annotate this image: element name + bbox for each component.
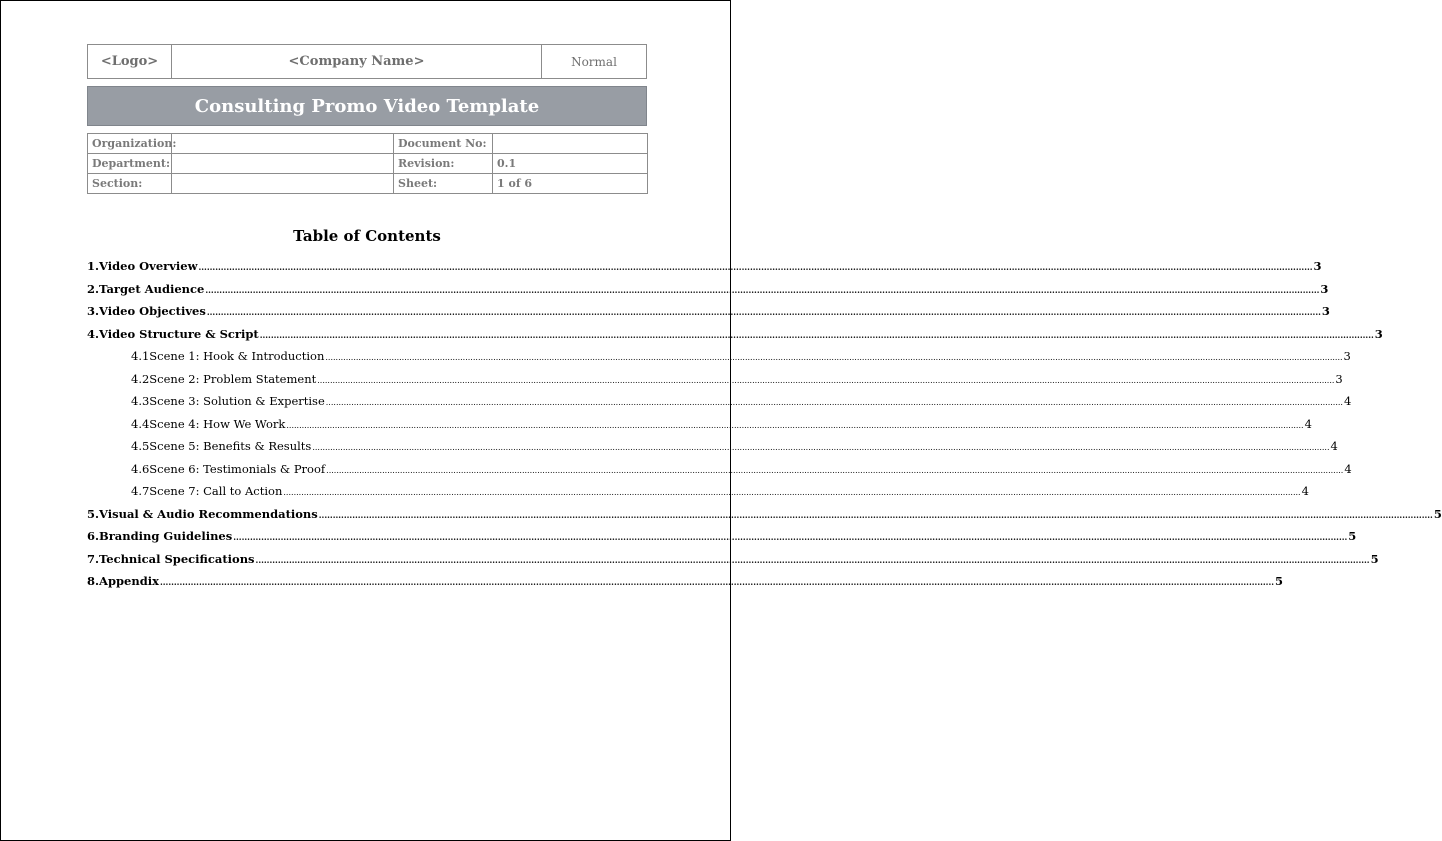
sheet-label: Sheet: [394,174,493,194]
toc-entry-label[interactable]: Video Structure & Script [99,326,259,341]
toc-entry[interactable] [87,574,1284,597]
document-no-label: Document No: [394,134,493,154]
toc-dot-leader: ................................................................................................................................................................................................................................................................................................................................................................................................................ [259,329,1374,340]
toc-entry[interactable] [87,304,1330,327]
toc-dot-leader: ................................................................................................................................................................................................................................................................................................................................................................................................................ [283,488,1301,497]
organization-value [172,134,394,154]
toc-entry-page: 3 [1320,281,1329,296]
toc-entry-number: 4.4 [131,416,150,431]
toc-entry-label[interactable]: Scene 5: Benefits & Results [149,439,312,453]
toc-entry-page: 4 [1304,416,1312,431]
toc-dot-leader: ................................................................................................................................................................................................................................................................................................................................................................................................................ [312,443,1330,452]
toc-entry-label[interactable]: Video Overview [99,259,198,273]
toc-entry[interactable] [87,439,1338,462]
toc-entry-number: 7. [87,551,100,566]
toc-dot-leader: ................................................................................................................................................................................................................................................................................................................................................................................................................ [325,353,1343,362]
toc-entry-page: 3 [1335,371,1343,386]
document-title: Consulting Promo Video Template [87,86,647,126]
toc-entry[interactable] [87,281,1329,305]
toc-entry-number: 2. [87,281,100,296]
toc-entry-page: 5 [1370,551,1379,566]
toc-entry[interactable] [87,461,1352,485]
toc-entry-page: 4 [1330,439,1338,453]
toc-entry-number: 4.3 [131,394,150,408]
toc-entry-page: 4 [1344,461,1352,476]
toc-entry-label[interactable]: Scene 3: Solution & Expertise [149,394,325,408]
toc-entry[interactable] [87,484,1309,507]
toc-entry-page: 4 [1301,484,1309,498]
toc-entry[interactable] [87,371,1343,395]
toc-entry-page: 5 [1433,506,1442,521]
toc-dot-leader: ................................................................................................................................................................................................................................................................................................................................................................................................................ [318,509,1433,520]
toc-dot-leader: ................................................................................................................................................................................................................................................................................................................................................................................................................ [326,465,1344,475]
toc-entry-number: 4.1 [131,349,150,363]
info-row-section [88,174,648,194]
toc-entry-page: 3 [1321,304,1330,318]
toc-entry-number: 4. [87,326,100,341]
toc-entry-label[interactable]: Target Audience [99,281,205,296]
toc-entry-number: 3. [87,304,100,318]
toc-entry-label[interactable]: Scene 2: Problem Statement [149,371,317,386]
toc-entry[interactable] [87,259,1322,282]
toc-dot-leader: ................................................................................................................................................................................................................................................................................................................................................................................................................ [206,307,1321,317]
toc-dot-leader: ................................................................................................................................................................................................................................................................................................................................................................................................................ [159,577,1275,587]
toc-entry-number: 4.5 [131,439,150,453]
toc-entry-label[interactable]: Scene 7: Call to Action [149,484,283,498]
document-no-value [493,134,648,154]
toc-entry[interactable] [87,506,1442,530]
toc-dot-leader: ................................................................................................................................................................................................................................................................................................................................................................................................................ [255,554,1370,565]
document-status: Normal [571,54,617,69]
toc-entry[interactable] [87,326,1383,350]
document-header [87,44,647,79]
revision-label: Revision: [394,154,493,174]
toc-entry[interactable] [87,416,1312,440]
company-name: <Company Name> [172,45,542,78]
toc-entry-number: 1. [87,259,100,273]
toc-entry[interactable] [87,349,1351,372]
section-label: Section: [88,174,172,194]
logo-placeholder: <Logo> [88,45,172,78]
toc-dot-leader: ................................................................................................................................................................................................................................................................................................................................................................................................................ [317,375,1335,385]
toc-entry-page: 3 [1374,326,1383,341]
toc-entry-label[interactable]: Scene 6: Testimonials & Proof [149,461,326,476]
toc-entry-page: 4 [1343,394,1352,408]
toc-entry-page: 5 [1348,529,1357,543]
toc-entry-label[interactable]: Appendix [99,574,159,588]
toc-dot-leader: ................................................................................................................................................................................................................................................................................................................................................................................................................ [205,284,1320,295]
toc-entry-label[interactable]: Technical Specifications [99,551,255,566]
toc-entry-page: 3 [1343,349,1351,363]
revision-value: 0.1 [493,154,648,174]
sheet-value: 1 of 6 [493,174,648,194]
toc-title: Table of Contents [293,227,441,245]
info-row-department [88,154,648,174]
toc-entry-page: 3 [1313,259,1322,273]
toc-entry[interactable] [87,529,1357,552]
organization-label: Organization: [88,134,172,154]
toc-entry-label[interactable]: Branding Guidelines [99,529,233,543]
toc-dot-leader: ................................................................................................................................................................................................................................................................................................................................................................................................................ [198,262,1313,272]
toc-entry-number: 5. [87,506,100,521]
toc-entry-number: 4.7 [131,484,150,498]
toc-entry[interactable] [87,394,1352,417]
toc-entry[interactable] [87,551,1379,575]
department-label: Department: [88,154,172,174]
toc-entry-label[interactable]: Visual & Audio Recommendations [99,506,318,521]
toc-dot-leader: ................................................................................................................................................................................................................................................................................................................................................................................................................ [233,532,1348,542]
toc-entry-label[interactable]: Scene 1: Hook & Introduction [149,349,325,363]
table-of-contents [87,259,1442,597]
section-value [172,174,394,194]
toc-entry-number: 4.6 [131,461,150,476]
department-value [172,154,394,174]
toc-entry-number: 8. [87,574,100,588]
toc-dot-leader: ................................................................................................................................................................................................................................................................................................................................................................................................................ [286,420,1304,430]
toc-entry-label[interactable]: Video Objectives [99,304,206,318]
toc-entry-number: 4.2 [131,371,150,386]
toc-entry-label[interactable]: Scene 4: How We Work [149,416,286,431]
document-info-table [87,133,648,194]
toc-entry-page: 5 [1275,574,1284,588]
toc-entry-number: 6. [87,529,100,543]
toc-dot-leader: ................................................................................................................................................................................................................................................................................................................................................................................................................ [325,398,1343,407]
info-row-organization [88,134,648,154]
